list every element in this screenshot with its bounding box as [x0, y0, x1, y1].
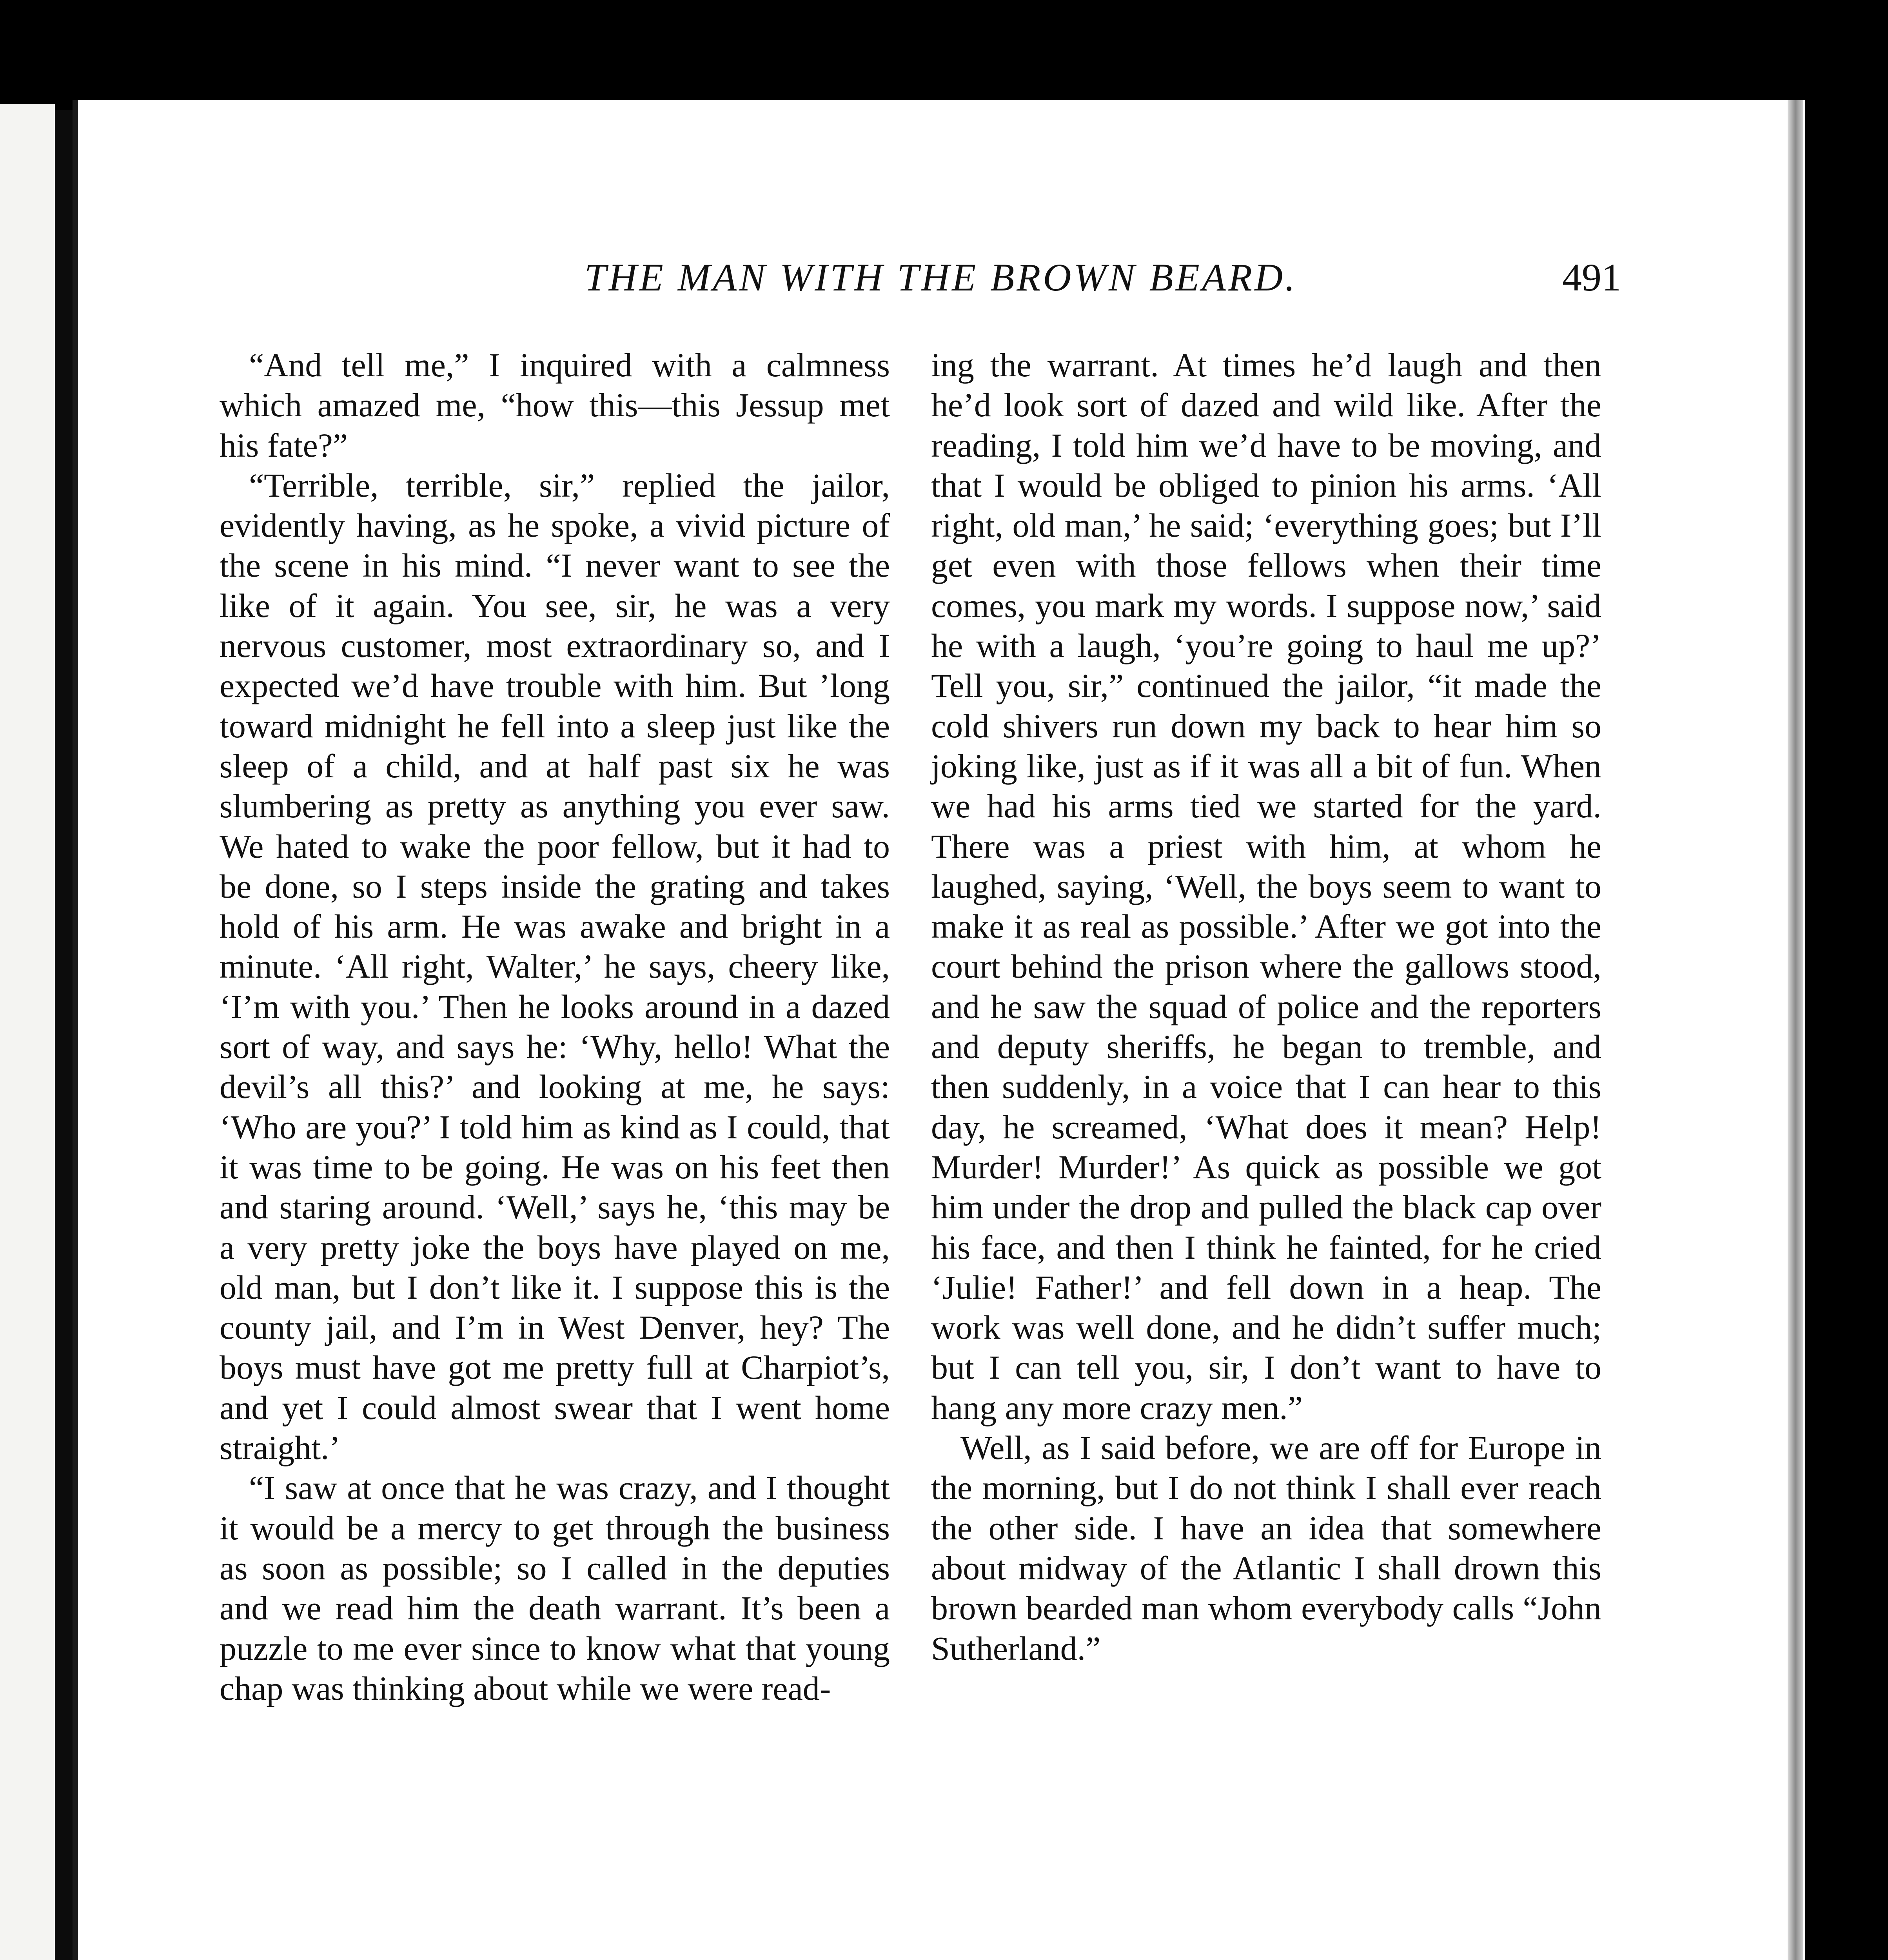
paragraph: Well, as I said before, we are off for Europe in the morning, but I do not think I shall ever reach the other side. I have an idea that somewhere about midway of the Atlantic I shall drown this brown bearded man whom everybody calls “John Sutherland.” [931, 1429, 1601, 1667]
left-column [220, 345, 890, 1708]
running-head: THE MAN WITH THE BROWN BEARD. [584, 256, 1298, 299]
paragraph: ing the warrant. At times he’d laugh and then he’d look sort of dazed and wild like. After the reading, I told him we’d have to be moving, and that I would be obliged to pinion his arms. ‘All right, old man,’ he said; ‘everything goes; but I’ll get even with those fellows when their time comes, you mark my words. I suppose now,’ said he with a laugh, ‘you’re going to haul me up?’ Tell you, sir,” continued the jailor, “it made the cold shivers run down my back to hear him so joking like, just as if it was all a bit of fun. When we had his arms tied we started for the yard. There was a priest with him, at whom he laughed, saying, ‘Well, the boys seem to want to make it as real as possible.’ After we got into the court behind the prison where the gallows stood, and he saw the squad of police and the reporters and deputy sheriffs, he began to tremble, and then suddenly, in a voice that I can hear to this day, he screamed, ‘What does it mean? Help! Murder! Murder!’ As quick as possible we got him under the drop and pulled the black cap over his face, and then I think he fainted, for he cried ‘Julie! Father!’ and fell down in a heap. The work was well done, and he didn’t suffer much; but I can tell you, sir, I don’t want to have to hang any more crazy men.” [931, 346, 1601, 1426]
paragraph: “Terrible, terrible, sir,” replied the jailor, evidently having, as he spoke, a vivid picture of the scene in his mind. “I never want to see the like of it again. You see, sir, he was a very nervous customer, most extraordinary so, and I expected we’d have trouble with him. But ’long toward midnight he fell into a sleep just like the sleep of a child, and at half past six he was slumbering as pretty as anything you ever saw. We hated to wake the poor fellow, but it had to be done, so I steps inside the grating and takes hold of his arm. He was awake and bright in a minute. ‘All right, Walter,’ he says, cheery like, ‘I’m with you.’ Then he looks around in a dazed sort of way, and says he: ‘Why, hello! What the devil’s all this?’ and looking at me, he says: ‘Who are you?’ I told him as kind as I could, that it was time to be going. He was on his feet then and staring around. ‘Well,’ says he, ‘this may be a very pretty joke the boys have played on me, old man, but I don’t like it. I suppose this is the county jail, and I’m in West Denver, hey? The boys must have got me pretty full at Charpiot’s, and yet I could almost swear that I went home straight.’ [220, 466, 890, 1467]
paragraph: “I saw at once that he was crazy, and I thought it would be a mercy to get through the business as soon as possible; so I called in the deputies and we read him the death warrant. It’s been a puzzle to me ever since to know what that young chap was thinking about while we were read- [220, 1469, 890, 1707]
paragraph: “And tell me,” I inquired with a calmness which amazed me, “how this—this Jessup met his fate?” [220, 346, 890, 464]
page-right-edge [1788, 100, 1803, 1960]
right-column [931, 345, 1601, 1668]
page-number: 491 [1562, 256, 1621, 299]
facing-page-edge [0, 104, 55, 1960]
